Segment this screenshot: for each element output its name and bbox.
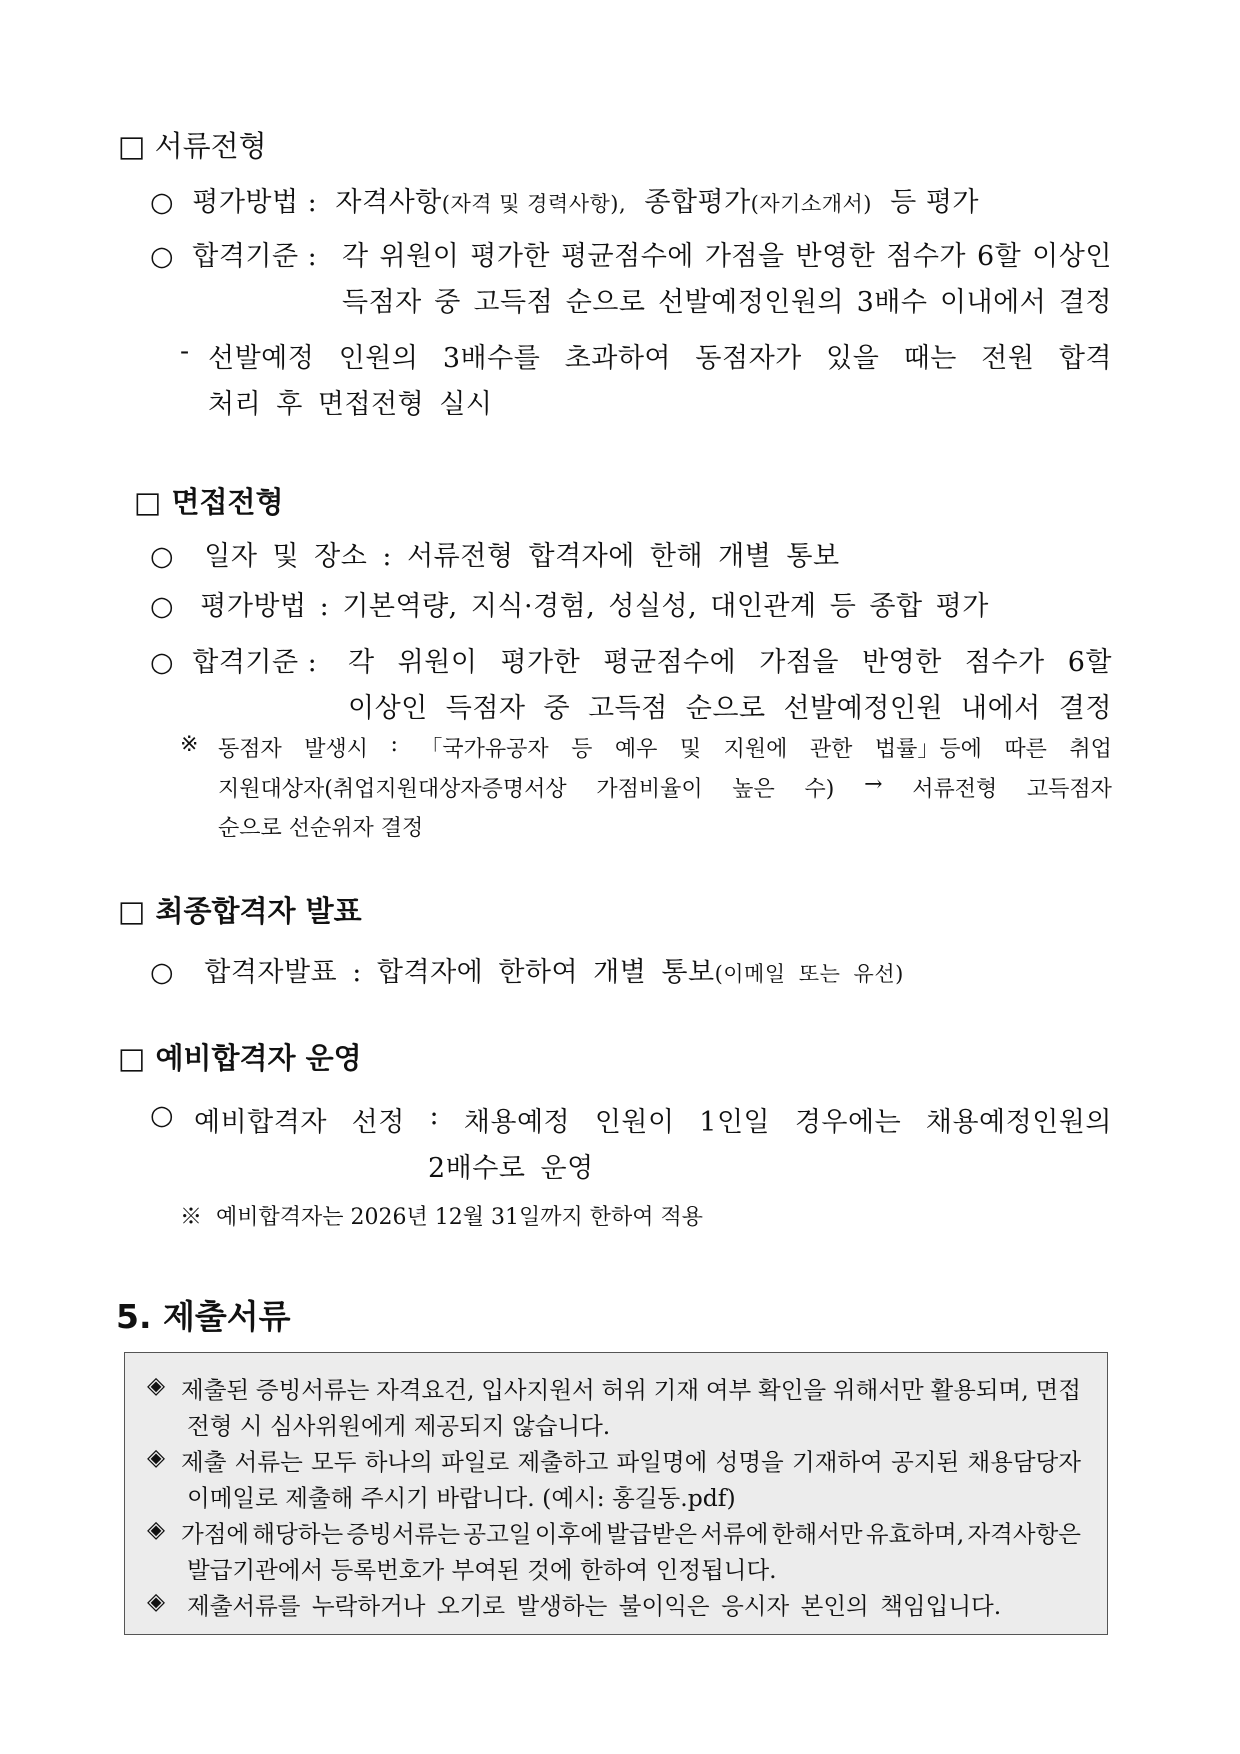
bullet: ○ — [150, 187, 175, 218]
note-text: 예비합격자는 2026년 12월 31일까지 한하여 적용 — [216, 1205, 703, 1230]
method-text: 평가방법 : 기본역량, 지식·경험, 성실성, 대인관계 등 종합 평가 — [200, 591, 989, 622]
sub-note-dash: - — [180, 336, 190, 367]
interview-criteria-bullet-label — [150, 640, 317, 679]
interview-criteria-line2: 이상인 득점자 중 고득점 순으로 선발예정인원 내에서 결정 — [348, 693, 1112, 724]
reserve-bullet: ○ — [150, 1100, 175, 1131]
submission-box — [124, 1352, 1108, 1635]
criteria-label: 합격기준 : — [192, 647, 318, 678]
section-title-final-announcement: □ 최종합격자 발표 — [118, 894, 362, 928]
bullet: ○ — [150, 647, 175, 678]
sub-note-line2: 처리 후 면접전형 실시 — [208, 389, 493, 420]
section-title-document-screening: □ 서류전형 — [118, 129, 267, 163]
bullet: ○ — [150, 591, 175, 622]
submission-item-3-line2: 발급기관에서 등록번호가 부여된 것에 한하여 인정됩니다. — [187, 1556, 777, 1584]
section-title-reserve: □ 예비합격자 운영 — [118, 1041, 362, 1075]
section-title-interview: □ 면접전형 — [134, 485, 284, 519]
criteria-label: 합격기준 : — [192, 241, 318, 272]
submission-item-2-line1: 제출 서류는 모두 하나의 파일로 제출하고 파일명에 성명을 기재하여 공지된 채용담당자 — [181, 1448, 1081, 1476]
submission-item-1-line1: 제출된 증빙서류는 자격요건, 입사지원서 허위 기재 여부 확인을 위해서만 활용되며, 면접 — [181, 1376, 1081, 1404]
bullet: ○ — [150, 957, 175, 988]
document-method-row — [150, 180, 979, 219]
bullet: ○ — [150, 241, 175, 272]
sub-note-line1: 선발예정 인원의 3배수를 초과하여 동점자가 있을 때는 전원 합격 — [208, 343, 1112, 374]
method-label: 평가방법 : — [192, 187, 318, 218]
method-note-a: (자격 및 경력사항), — [441, 192, 627, 216]
submission-item-4-line1: 제출서류를 누락하거나 오기로 발생하는 불이익은 응시자 본인의 책임입니다. — [187, 1592, 1002, 1620]
reserve-line1: 예비합격자 선정 : 채용예정 인원이 1인일 경우에는 채용예정인원의 — [194, 1100, 1112, 1138]
reserve-note — [180, 1200, 703, 1231]
bullet: ○ — [150, 541, 175, 572]
tie-note-line3: 순으로 선순위자 결정 — [218, 816, 424, 841]
schedule-text: 일자 및 장소 : 서류전형 합격자에 한해 개별 통보 — [204, 541, 840, 572]
interview-criteria-line1: 각 위원이 평가한 평균점수에 가점을 반영한 점수가 6할 — [348, 647, 1112, 678]
tie-note-mark: ※ — [180, 732, 199, 757]
tie-note-line2: 지원대상자(취업지원대상자증명서상 가점비율이 높은 수) → 서류전형 고득점자 — [218, 772, 1112, 802]
document-criteria-line1: 각 위원이 평가한 평균점수에 가점을 반영한 점수가 6할 이상인 — [342, 241, 1112, 272]
reserve-line2: 2배수로 운영 — [428, 1153, 594, 1184]
announcement-text: 합격자발표 : 합격자에 한하여 개별 통보 — [204, 957, 715, 988]
document-criteria-line2: 득점자 중 고득점 순으로 선발예정인원의 3배수 이내에서 결정 — [342, 287, 1112, 318]
announcement-note: (이메일 또는 유선) — [714, 962, 904, 986]
method-note-b: (자기소개서) — [750, 192, 872, 216]
note-mark: ※ — [180, 1205, 203, 1230]
interview-method — [150, 584, 989, 623]
submission-mark-3: ◈ — [147, 1515, 166, 1543]
section-title-submission: 5. 제출서류 — [116, 1297, 291, 1336]
submission-item-3-line1: 가점에 해당하는 증빙서류는 공고일 이후에 발급받은 서류에 한해서만 유효하며, 자격사항은 — [181, 1520, 1081, 1548]
submission-item-1-line2: 전형 시 심사위원에게 제공되지 않습니다. — [187, 1412, 611, 1440]
submission-mark-1: ◈ — [147, 1371, 166, 1399]
submission-mark-4: ◈ — [147, 1587, 166, 1615]
method-text-c: 등 평가 — [890, 187, 980, 218]
submission-mark-2: ◈ — [147, 1443, 166, 1471]
document-criteria-bullet-label — [150, 234, 317, 273]
method-text-a: 자격사항 — [335, 187, 442, 218]
final-announcement-item — [150, 950, 904, 989]
interview-schedule — [150, 534, 840, 573]
submission-item-2-line2: 이메일로 제출해 주시기 바랍니다. (예시: 홍길동.pdf) — [187, 1484, 736, 1512]
tie-note-line1: 동점자 발생시 : 「국가유공자 등 예우 및 지원에 관한 법률」등에 따른 취업 — [218, 732, 1112, 762]
method-text-b: 종합평가 — [644, 187, 751, 218]
